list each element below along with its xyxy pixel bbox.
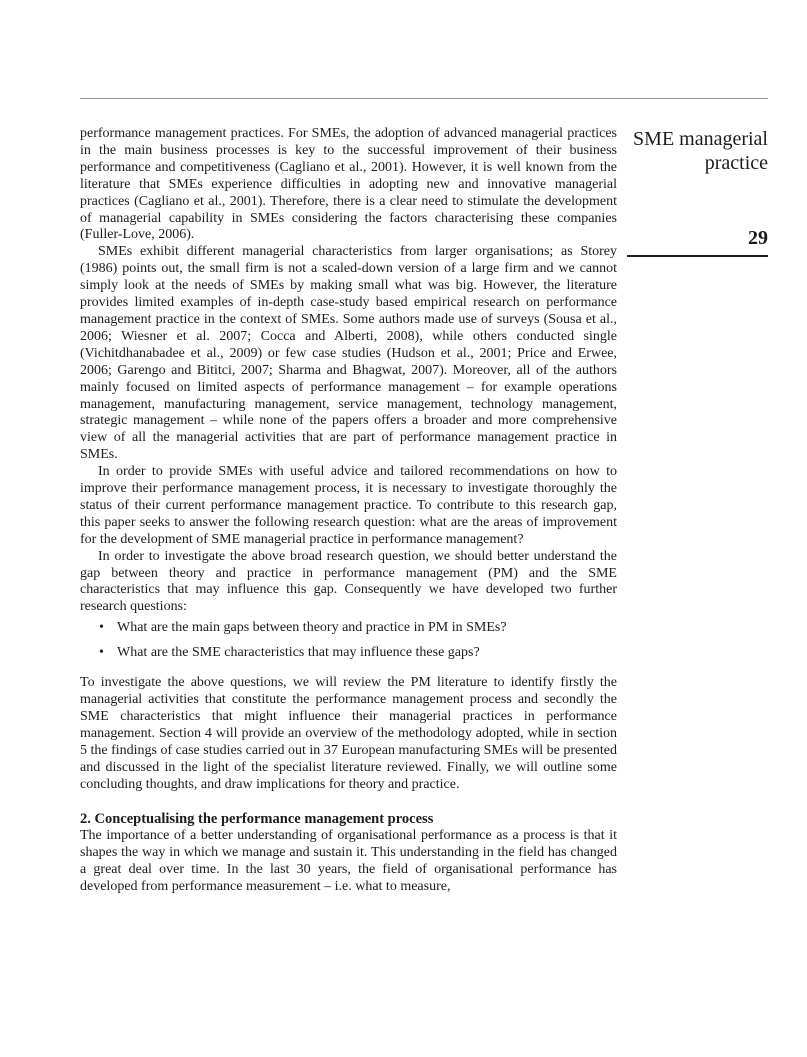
page-number: 29 — [748, 227, 768, 249]
paragraph-5: To investigate the above questions, we will review the PM literature to identify firstly the managerial activities that constitute the performance management process and secondly the SME characteristics that might influence their managerial practices in performance management. Section 4 will provide an overview of the methodology adopted, while in section 5 the findings of case studies carried out in 37 European manufacturing SMEs will be presented and discussed in the light of the specialist literature reviewed. Finally, we will outline some concluding thoughts, and draw implications for theory and practice. — [80, 675, 617, 792]
section-paragraph: The importance of a better understanding of organisational performance as a process is that it shapes the way in which we manage and sustain it. This understanding in the field has changed a great deal over time. In the last 30 years, the field of organisational performance has developed from performance measurement – i.e. what to measure, — [80, 828, 617, 895]
main-text-column — [80, 126, 617, 896]
paragraph-4: In order to investigate the above broad research question, we should better understand the gap between theory and practice in performance management (PM) and the SME characteristics that may influence this gap. Consequently we have developed two further research questions: — [80, 548, 617, 615]
research-questions-list — [80, 620, 617, 662]
section-heading: 2. Conceptualising the performance management process — [80, 811, 434, 828]
paragraph-1: performance management practices. For SMEs, the adoption of advanced managerial practices in the main business processes is key to the successful improvement of their business performance and competitiveness (Cagliano et al., 2001). However, it is well known from the literature that SMEs experience difficulties in adopting new and innovative managerial practices (Cagliano et al., 2001). Therefore, there is a clear need to stimulate the development of managerial capability in SMEs considering the factors characterising these companies (Fuller-Love, 2006). — [80, 126, 617, 243]
running-title: SME managerial practice — [633, 128, 768, 174]
header-rule — [80, 98, 768, 99]
paragraph-2: SMEs exhibit different managerial characteristics from larger organisations; as Storey (1986) points out, the small firm is not a scaled-down version of a large firm and we cannot simply look at the needs of SMEs by making small what was big. However, the literature provides limited examples of in-depth case-study based empirical research on performance management practice in the context of SMEs. Some authors made use of surveys (Sousa et al., 2006; Wiesner et al. 2007; Cocca and Alberti, 2008), while others conducted single (Vichitdhanabadee et al., 2009) or few case studies (Hudson et al., 2001; Price and Erwee, 2006; Garengo and Bititci, 2007; Sharma and Bhagwat, 2007). Moreover, all of the authors mainly focused on limited aspects of performance management – for example operations management, manufacturing management, service management, technology management, strategic management – while none of the papers offers a broader and more comprehensive view of all the managerial activities that are part of performance management practice in SMEs. — [80, 244, 617, 463]
paragraph-3: In order to provide SMEs with useful advice and tailored recommendations on how to improve their performance management process, it is necessary to investigate thoroughly the status of their current performance management practice. To contribute to this research gap, this paper seeks to answer the following research question: what are the areas of improvement for the development of SME managerial practice in performance management? — [80, 464, 617, 547]
research-question-2: • What are the SME characteristics that may influence these gaps? — [80, 645, 617, 662]
page-number-rule — [627, 255, 768, 257]
research-question-1: • What are the main gaps between theory and practice in PM in SMEs? — [80, 620, 617, 637]
